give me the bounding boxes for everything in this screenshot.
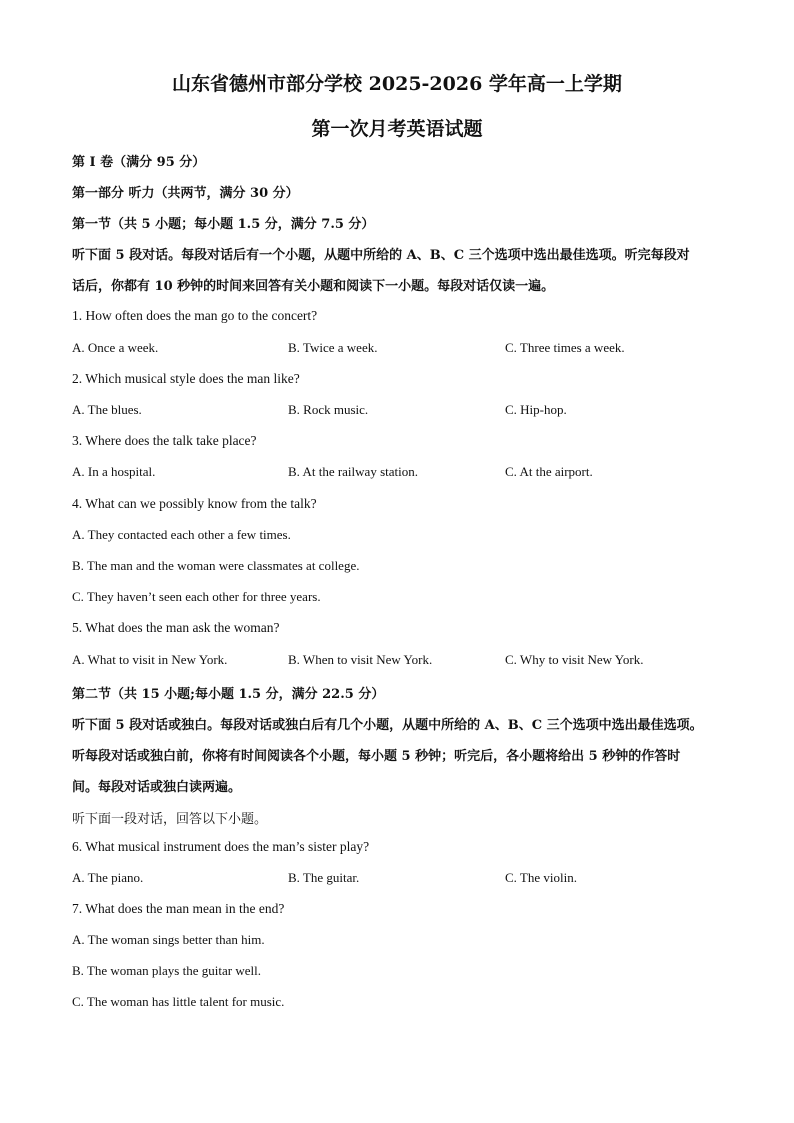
part1-heading: 第一部分 听力（共两节，满分 30 分）	[72, 186, 299, 201]
option-a: A. In a hospital.	[72, 464, 156, 479]
section2-instruction: 听每段对话或独白前，你将有时间阅读各个小题，每小题 5 秒钟；听完后，各小题将给出 5 秒钟的作答时	[72, 749, 681, 764]
option-b: B. At the railway station.	[288, 464, 418, 479]
option-c: C. They haven’t seen each other for three years.	[72, 589, 321, 604]
option-c: C. Three times a week.	[505, 340, 625, 355]
option-c: C. Why to visit New York.	[505, 652, 644, 667]
question-stem: 5. What does the man ask the woman?	[72, 620, 280, 635]
option-b: B. The guitar.	[288, 870, 360, 885]
option-b: B. The woman plays the guitar well.	[72, 963, 261, 978]
option-c: C. Hip-hop.	[505, 402, 567, 417]
option-a: A. They contacted each other a few times.	[72, 527, 291, 542]
question-stem: 2. Which musical style does the man like?	[72, 371, 300, 386]
question-stem: 3. Where does the talk take place?	[72, 433, 257, 448]
option-c: C. At the airport.	[505, 464, 593, 479]
sub-instruction: 听下面一段对话，回答以下小题。	[72, 812, 268, 827]
section1-instruction: 听下面 5 段对话。每段对话后有一个小题，从题中所给的 A、B、C 三个选项中选出最佳选项。听完每段对	[72, 248, 690, 263]
option-a: A. The blues.	[72, 402, 142, 417]
question-stem: 1. How often does the man go to the concert?	[72, 308, 318, 323]
option-b: B. The man and the woman were classmates at college.	[72, 558, 360, 573]
section2-instruction: 间。每段对话或独白读两遍。	[72, 780, 242, 795]
exam-title-line1: 山东省德州市部分学校 2025-2026 学年高一上学期	[172, 73, 622, 95]
option-b: B. When to visit New York.	[288, 652, 433, 667]
question-stem: 6. What musical instrument does the man’s sister play?	[72, 839, 370, 854]
section1-heading: 第一节（共 5 小题；每小题 1.5 分，满分 7.5 分）	[72, 217, 375, 232]
section2-heading: 第二节（共 15 小题;每小题 1.5 分，满分 22.5 分）	[72, 687, 385, 702]
option-b: B. Twice a week.	[288, 340, 378, 355]
question-stem: 7. What does the man mean in the end?	[72, 901, 285, 916]
option-a: A. The woman sings better than him.	[72, 932, 265, 947]
option-a: A. Once a week.	[72, 340, 159, 355]
question-stem: 4. What can we possibly know from the talk?	[72, 496, 317, 511]
section2-instruction: 听下面 5 段对话或独白。每段对话或独白后有几个小题，从题中所给的 A、B、C 三个选项中选出最佳选项。	[72, 718, 703, 733]
option-a: A. What to visit in New York.	[72, 652, 228, 667]
option-b: B. Rock music.	[288, 402, 369, 417]
exam-title-line2: 第一次月考英语试题	[311, 118, 483, 140]
option-c: C. The violin.	[505, 870, 577, 885]
section1-instruction: 话后，你都有 10 秒钟的时间来回答有关小题和阅读下一小题。每段对话仅读一遍。	[72, 279, 555, 294]
volume-heading: 第 I 卷（满分 95 分）	[72, 155, 206, 170]
option-c: C. The woman has little talent for music.	[72, 994, 285, 1009]
option-a: A. The piano.	[72, 870, 144, 885]
